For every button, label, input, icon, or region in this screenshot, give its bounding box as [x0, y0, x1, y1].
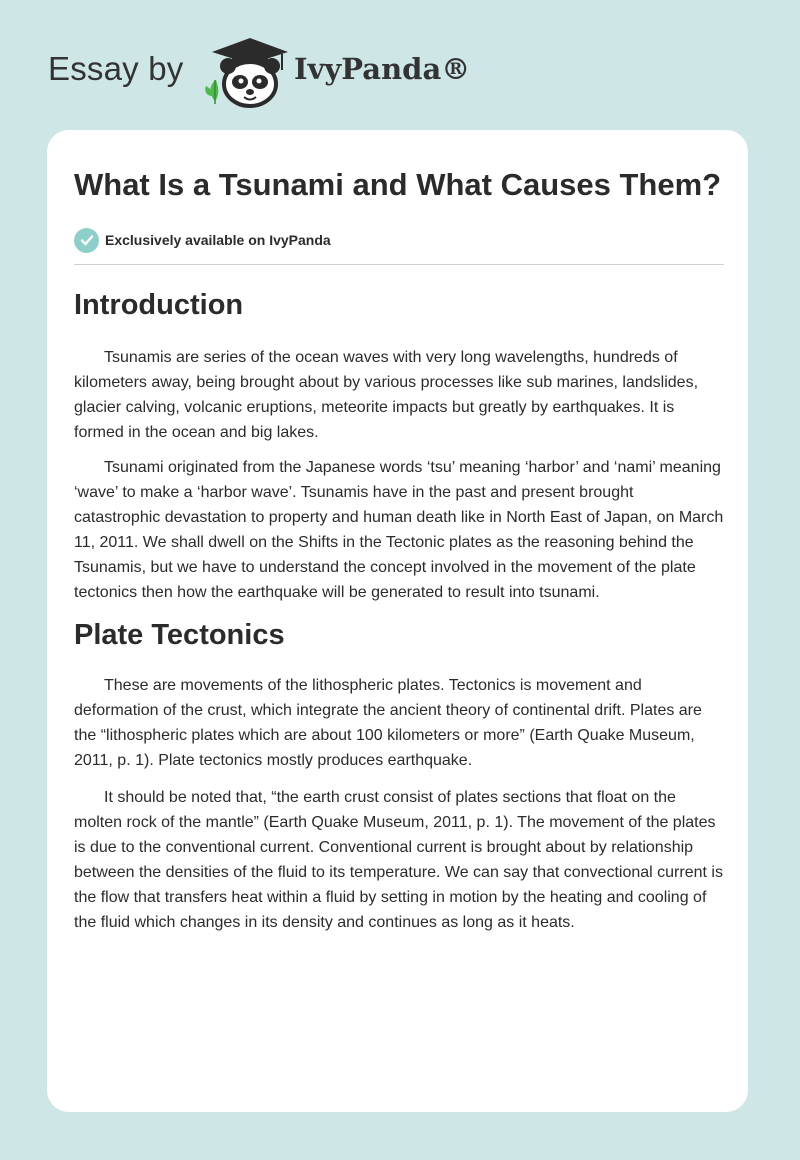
- section-heading-introduction: Introduction: [74, 289, 244, 321]
- section-heading-plate-tectonics: Plate Tectonics: [74, 619, 285, 651]
- paragraph: These are movements of the lithospheric plates. Tectonics is movement and deformation of the crust, which integrate the ancient theory of continental drift. Plates are the “lithospheric plates which are about 100 kilometers or more” (Earth Quake Museum, 2011, p. 1). Plate tectonics mostly produces earthquake.: [74, 677, 702, 769]
- site-header: [48, 30, 528, 114]
- article-card: [47, 130, 748, 1112]
- panda-graduate-icon[interactable]: [202, 34, 292, 112]
- exclusive-badge-label: Exclusively available on IvyPanda: [105, 232, 331, 248]
- check-icon: [74, 228, 99, 253]
- essay-by-label: Essay by: [48, 50, 184, 87]
- brand-name[interactable]: IvyPanda®: [294, 52, 471, 86]
- paragraph: Tsunami originated from the Japanese words ‘tsu’ meaning ‘harbor’ and ‘nami’ meaning ‘wave’ to make a ‘harbor wave’. Tsunamis have in the past and present brought catastrophic devastation to property and human death like in North East of Japan, on March 11, 2011. We shall dwell on the Shifts in the Tectonic plates as the reasoning behind the Tsunamis, but we have to understand the concept involved in the movement of the plate tectonics then how the earthquake will be generated to result into tsunami.: [74, 459, 724, 601]
- exclusive-badge: [74, 227, 724, 253]
- paragraph: It should be noted that, “the earth crust consist of plates sections that float on the molten rock of the mantle” (Earth Quake Museum, 2011, p. 1). The movement of the plates is due to the conventional current. Conventional current is brought about by relationship between the densities of the fluid to its temperature. We can say that convectional current is the flow that transfers heat within a fluid by setting in motion by the heating and cooling of the fluid which changes in its density and continues as long as it heats.: [74, 789, 723, 931]
- article-content: [74, 164, 724, 935]
- divider: [74, 264, 724, 265]
- paragraph: Tsunamis are series of the ocean waves with very long wavelengths, hundreds of kilometers away, being brought about by various processes like sub marines, landslides, glacier calving, volcanic eruptions, meteorite impacts but greatly by earthquakes. It is formed in the ocean and big lakes.: [74, 349, 699, 441]
- article-title: What Is a Tsunami and What Causes Them?: [74, 167, 722, 202]
